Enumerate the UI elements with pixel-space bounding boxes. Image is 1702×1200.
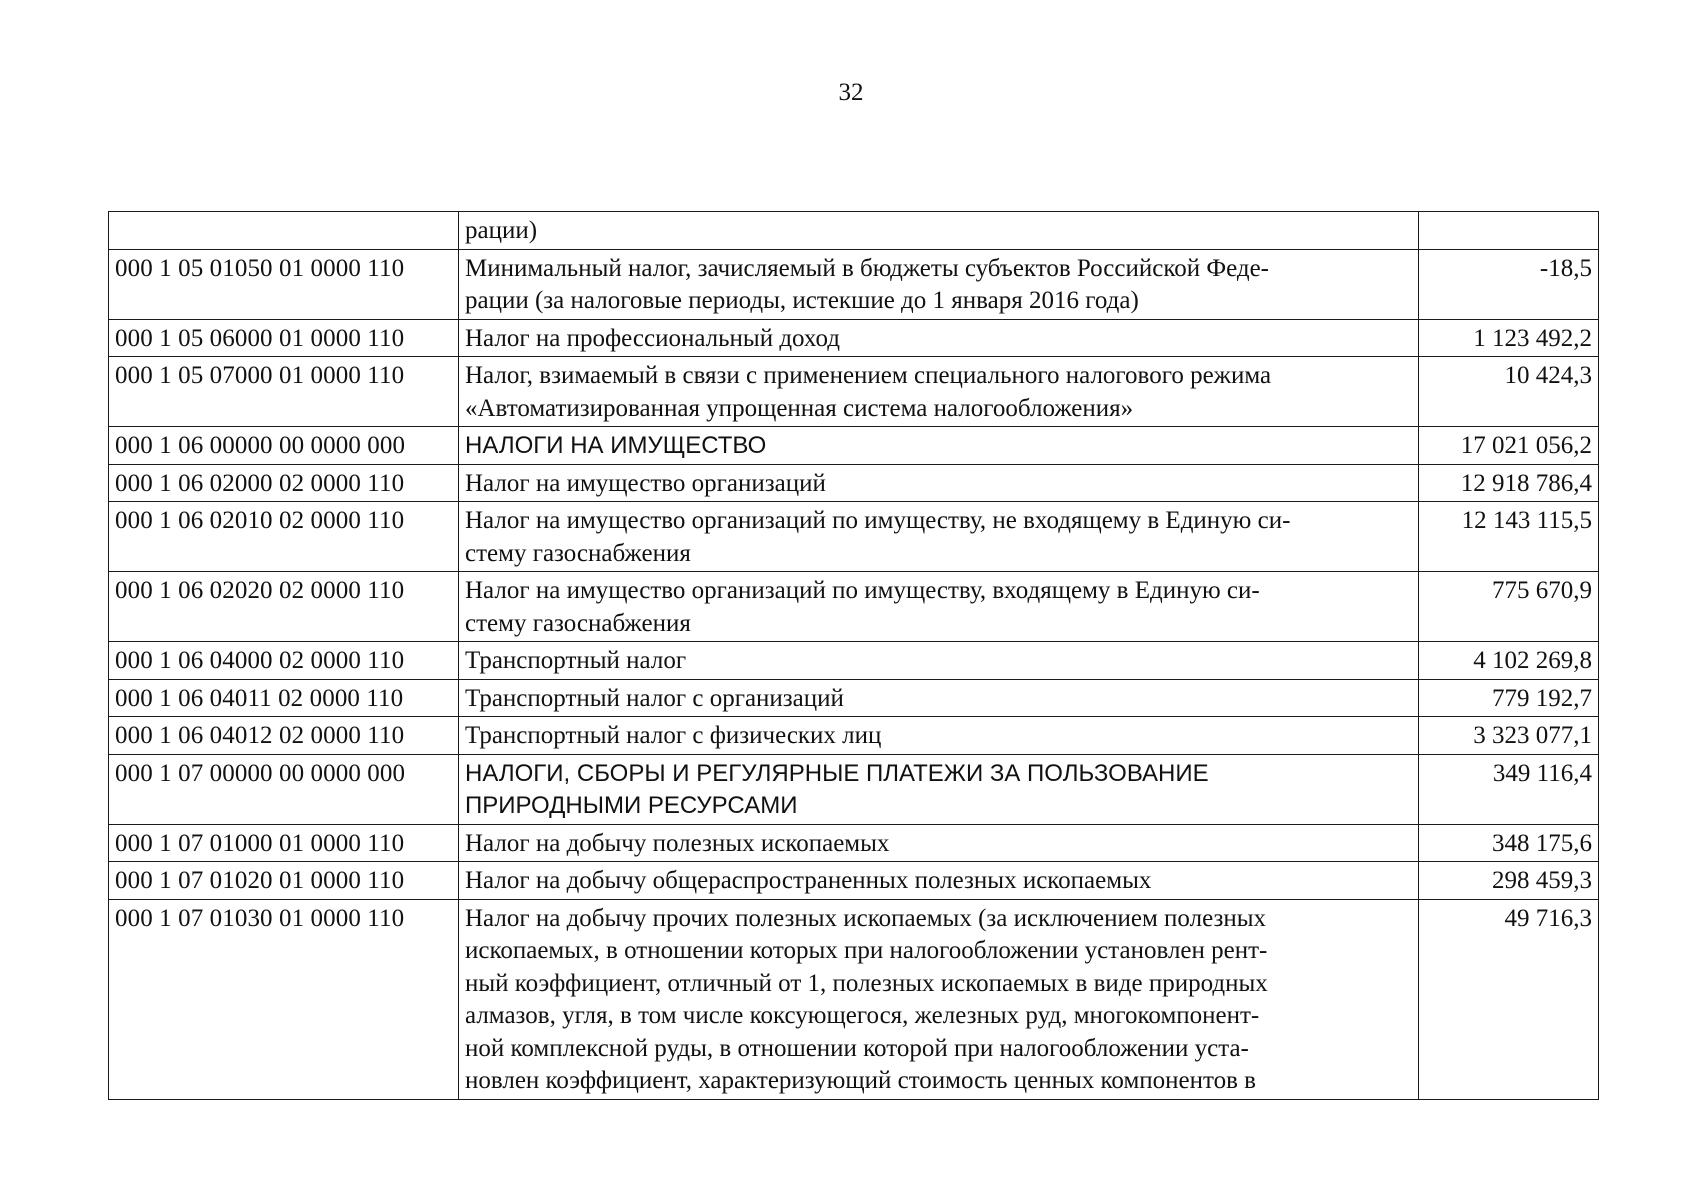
revenue-item-name: Транспортный налог с физических лиц	[459, 717, 1419, 755]
revenue-item-name: Налог на профессиональный доход	[459, 319, 1419, 357]
revenue-amount: 348 175,6	[1419, 824, 1599, 862]
table-row	[109, 249, 1599, 319]
table-row	[109, 319, 1599, 357]
revenue-amount: 12 143 115,5	[1419, 502, 1599, 572]
revenue-amount: 1 123 492,2	[1419, 319, 1599, 357]
revenue-item-name: Транспортный налог с организаций	[459, 679, 1419, 717]
revenue-amount: 779 192,7	[1419, 679, 1599, 717]
revenue-item-name: Налог на имущество организаций	[459, 464, 1419, 502]
revenue-amount: 349 116,4	[1419, 754, 1599, 824]
revenue-amount: 49 716,3	[1419, 899, 1599, 1099]
table-row	[109, 572, 1599, 642]
table-row	[109, 717, 1599, 755]
page-number: 32	[838, 79, 864, 106]
revenue-amount	[1419, 212, 1599, 250]
table-row	[109, 427, 1599, 465]
revenue-amount: 12 918 786,4	[1419, 464, 1599, 502]
revenue-item-name: Налог на добычу общераспространенных полезных ископаемых	[459, 862, 1419, 900]
table-row	[109, 824, 1599, 862]
budget-classification-code: 000 1 05 01050 01 0000 110	[109, 249, 459, 319]
table-body	[109, 212, 1599, 1100]
budget-classification-code: 000 1 06 00000 00 0000 000	[109, 427, 459, 465]
table-row	[109, 679, 1599, 717]
budget-classification-code: 000 1 06 04011 02 0000 110	[109, 679, 459, 717]
budget-classification-code	[109, 212, 459, 250]
budget-classification-code: 000 1 06 04012 02 0000 110	[109, 717, 459, 755]
revenue-amount: 4 102 269,8	[1419, 642, 1599, 680]
table-row	[109, 464, 1599, 502]
budget-classification-code: 000 1 07 01030 01 0000 110	[109, 899, 459, 1099]
revenue-item-name: Минимальный налог, зачисляемый в бюджеты субъектов Российской Феде- рации (за налоговые периоды, истекшие до 1 января 2016 года)	[459, 249, 1419, 319]
revenue-item-name: рации)	[459, 212, 1419, 250]
budget-classification-code: 000 1 06 02000 02 0000 110	[109, 464, 459, 502]
budget-revenue-table	[108, 211, 1599, 1100]
budget-classification-code: 000 1 05 06000 01 0000 110	[109, 319, 459, 357]
budget-classification-code: 000 1 06 04000 02 0000 110	[109, 642, 459, 680]
budget-classification-code: 000 1 05 07000 01 0000 110	[109, 357, 459, 427]
table-row	[109, 642, 1599, 680]
table-row	[109, 754, 1599, 824]
budget-classification-code: 000 1 06 02010 02 0000 110	[109, 502, 459, 572]
revenue-item-name: НАЛОГИ, СБОРЫ И РЕГУЛЯРНЫЕ ПЛАТЕЖИ ЗА ПОЛЬЗОВАНИЕ ПРИРОДНЫМИ РЕСУРСАМИ	[459, 754, 1419, 824]
revenue-item-name: Транспортный налог	[459, 642, 1419, 680]
table-row	[109, 899, 1599, 1099]
revenue-item-name: Налог на имущество организаций по имуществу, входящему в Единую си- стему газоснабжения	[459, 572, 1419, 642]
revenue-amount: -18,5	[1419, 249, 1599, 319]
revenue-amount: 17 021 056,2	[1419, 427, 1599, 465]
table-row	[109, 212, 1599, 250]
table-row	[109, 357, 1599, 427]
budget-classification-code: 000 1 07 01000 01 0000 110	[109, 824, 459, 862]
table-row	[109, 862, 1599, 900]
budget-classification-code: 000 1 06 02020 02 0000 110	[109, 572, 459, 642]
revenue-amount: 10 424,3	[1419, 357, 1599, 427]
revenue-item-name: Налог на добычу прочих полезных ископаемых (за исключением полезных ископаемых, в отношении которых при налогообложении установлен рент- ный коэффициент, отличный от 1, полезных ископаемых в виде природных алмазов, угля, в том числе коксующегося, железных руд, многокомпонент- ной комплексной руды, в отношении которой при налогообложении уста- новлен коэффициент, характеризующий стоимость ценных компонентов в	[459, 899, 1419, 1099]
budget-classification-code: 000 1 07 01020 01 0000 110	[109, 862, 459, 900]
table-row	[109, 502, 1599, 572]
revenue-amount: 298 459,3	[1419, 862, 1599, 900]
revenue-item-name: Налог, взимаемый в связи с применением специального налогового режима «Автоматизированная упрощенная система налогообложения»	[459, 357, 1419, 427]
revenue-amount: 3 323 077,1	[1419, 717, 1599, 755]
revenue-item-name: НАЛОГИ НА ИМУЩЕСТВО	[459, 427, 1419, 465]
revenue-item-name: Налог на имущество организаций по имуществу, не входящему в Единую си- стему газоснабжения	[459, 502, 1419, 572]
budget-classification-code: 000 1 07 00000 00 0000 000	[109, 754, 459, 824]
revenue-item-name: Налог на добычу полезных ископаемых	[459, 824, 1419, 862]
revenue-amount: 775 670,9	[1419, 572, 1599, 642]
